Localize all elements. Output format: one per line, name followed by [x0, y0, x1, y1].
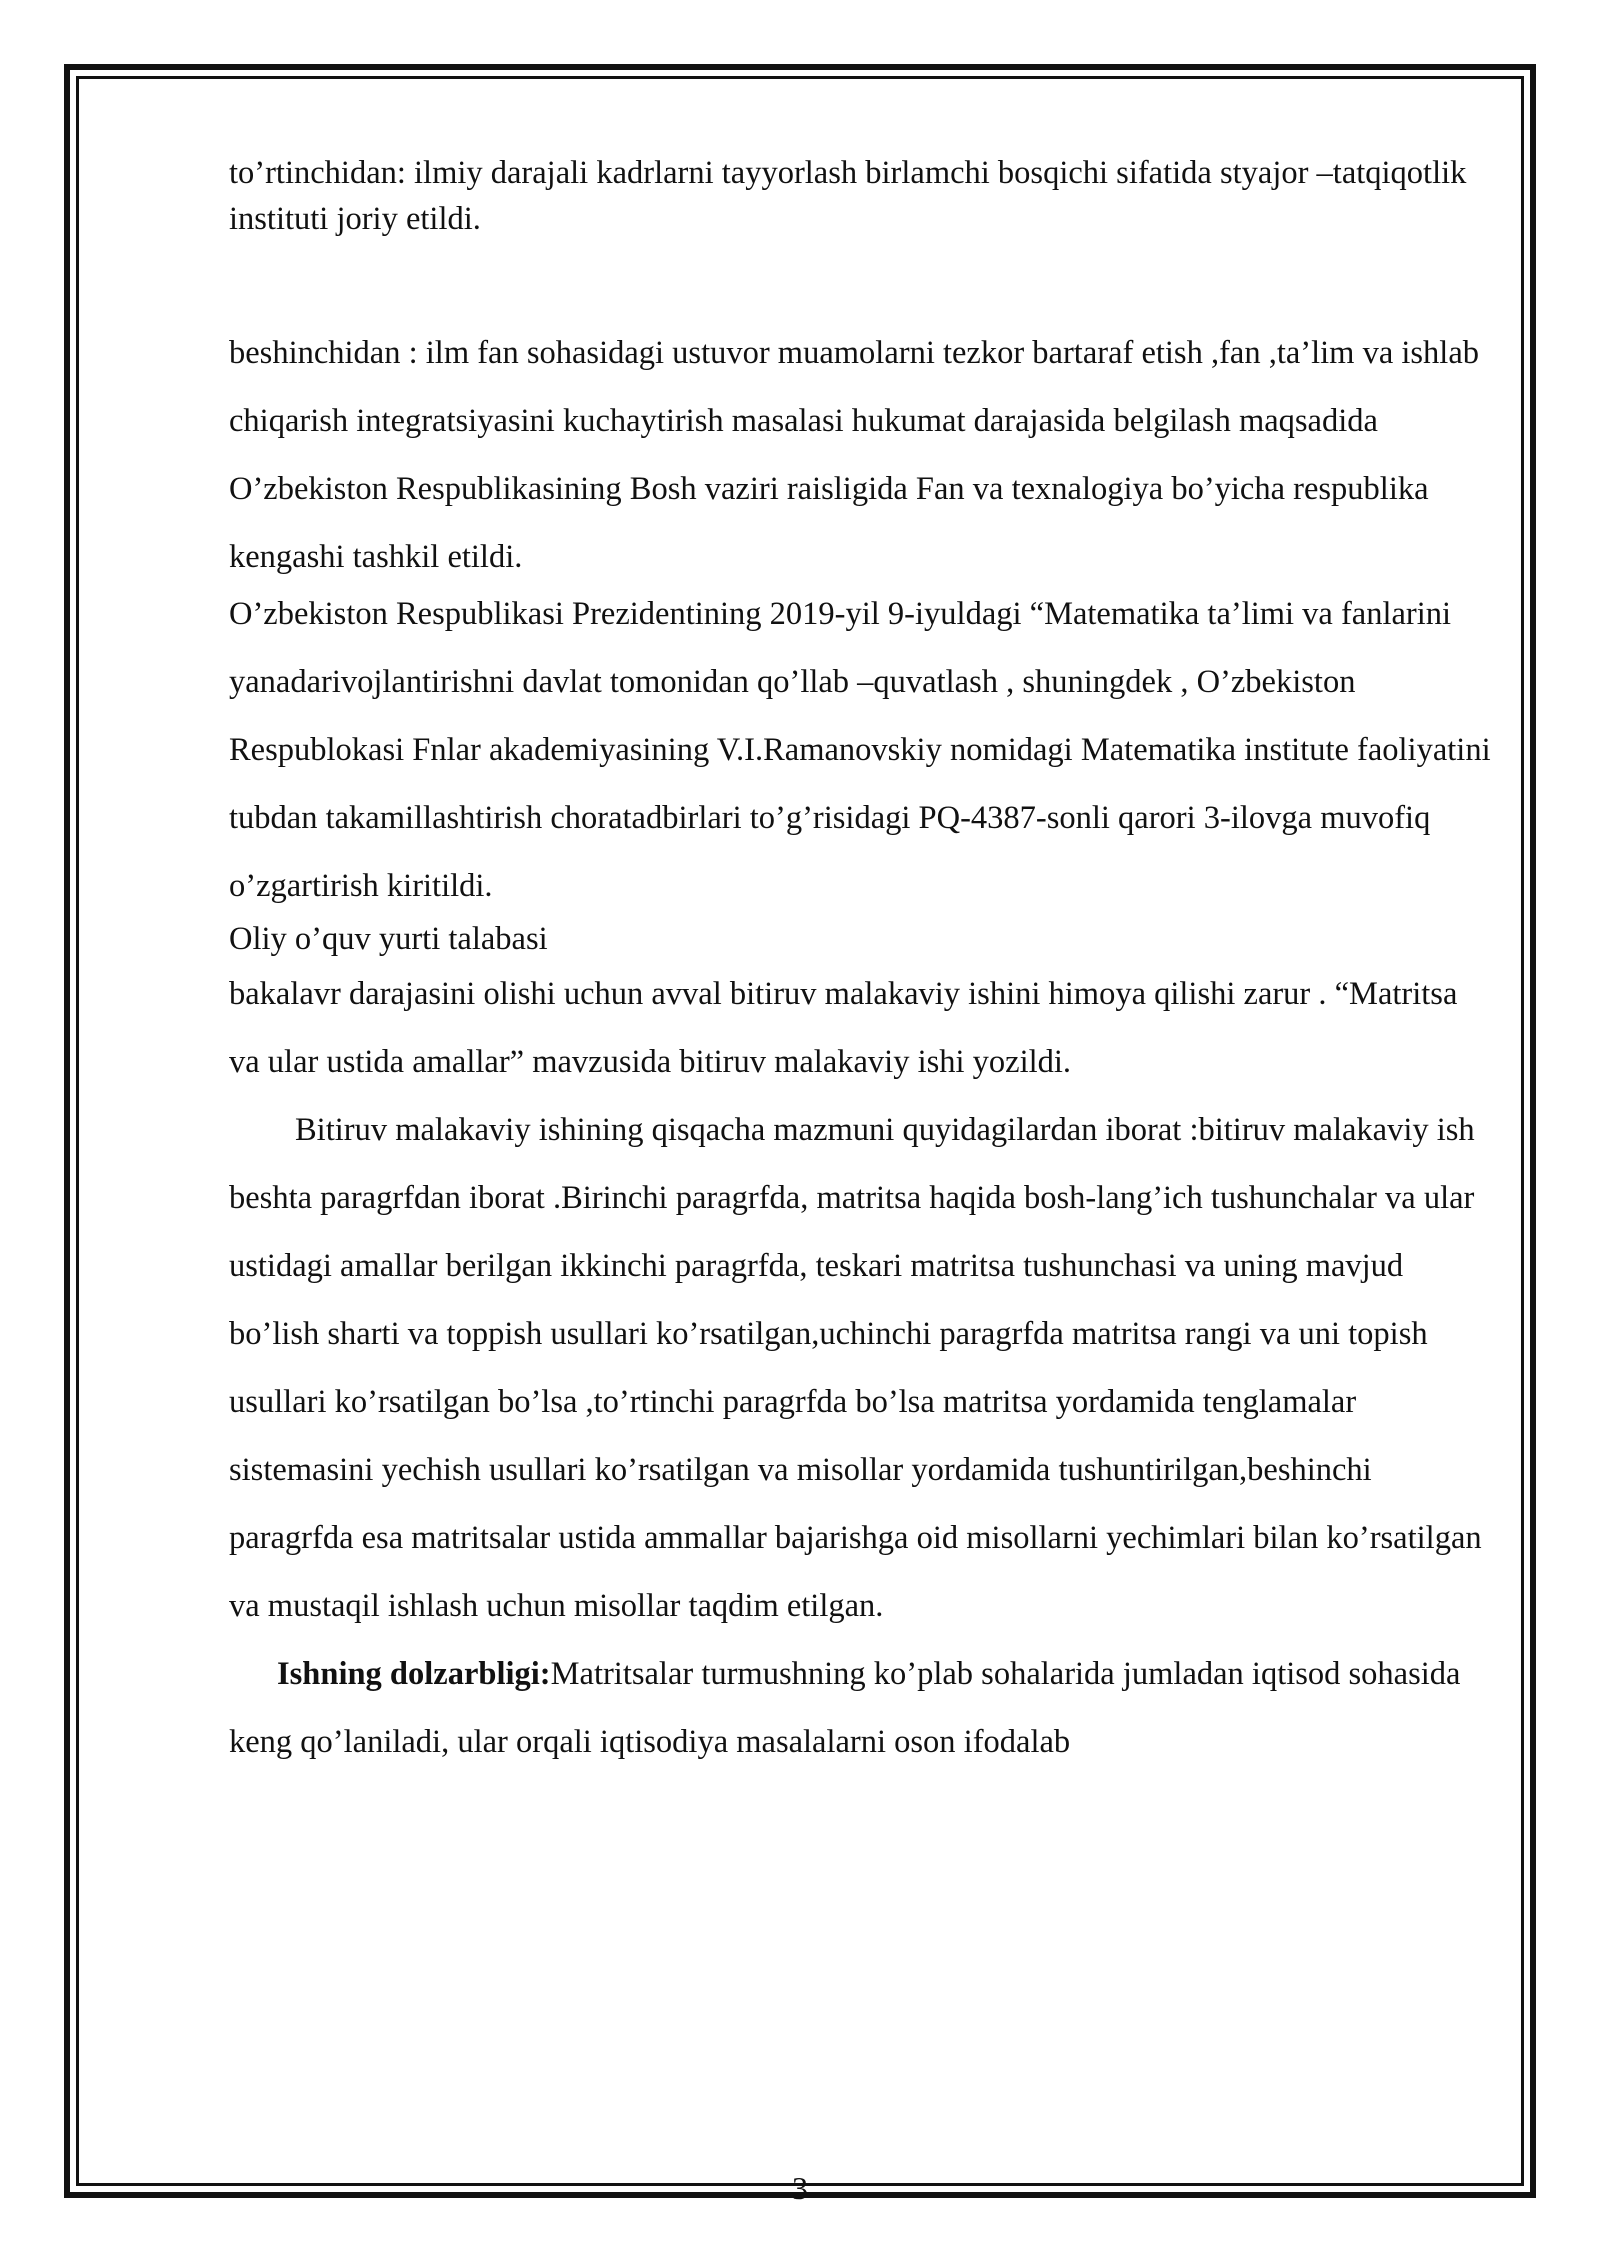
paragraph-fifth-point: beshinchidan : ilm fan sohasidagi ustuvor muamolarni tezkor bartaraf etish ,fan ,ta’lim va ishlab chiqarish integratsiyasini kuchaytirish masalasi hukumat darajasida belgilash maqsadida O’zbekiston Respublikasining Bosh vaziri raisligida Fan va texnalogiya bo’yicha respublika kengashi tashkil etildi.	[229, 335, 1479, 575]
paragraph-student-line: Oliy o’quv yurti talabasi	[229, 921, 548, 957]
relevance-heading: Ishning dolzarbligi:	[277, 1656, 551, 1692]
paragraph-presidential-decree: O’zbekiston Respublikasi Prezidentining 2019-yil 9-iyuldagi “Matematika ta’limi va fanlarini yanadarivojlantirishni davlat tomonidan qo’llab –quvatlash , shuningdek , O’zbekiston Respublokasi Fnlar akademiyasining V.I.Ramanovskiy nomidagi Matematika institute faoliyatini tubdan takamillashtirish choratadbirlari to’g’risidagi PQ-4387-sonli qarori 3-ilovga muvofiq o’zgartirish kiritildi.	[229, 596, 1491, 904]
paragraph-relevance	[229, 1640, 1494, 1776]
paragraph-bachelor-degree: bakalavr darajasini olishi uchun avval bitiruv malakaviy ishini himoya qilishi zarur . “Matritsa va ular ustida amallar” mavzusida bitiruv malakaviy ishi yozildi.	[229, 976, 1458, 1080]
paragraph-spacer	[229, 242, 1494, 330]
document-body	[229, 150, 1494, 1776]
paragraph-fourth-point: to’rtinchidan: ilmiy darajali kadrlarni tayyorlash birlamchi bosqichi sifatida styajor –tatqiqotlik instituti joriy etildi.	[229, 155, 1467, 237]
paragraph-thesis-summary: Bitiruv malakaviy ishining qisqacha mazmuni quyidagilardan iborat :bitiruv malakaviy ish beshta paragrfdan iborat .Birinchi paragrfda, matritsa haqida bosh-lang’ich tushunchalar va ular ustidagi amallar berilgan ikkinchi paragrfda, teskari matritsa tushunchasi va uning mavjud bo’lish sharti va toppish usullari ko’rsatilgan,uchinchi paragrfda matritsa rangi va uni topish usullari ko’rsatilgan bo’lsa ,to’rtinchi paragrfda bo’lsa matritsa yordamida tenglamalar sistemasini yechish usullari ko’rsatilgan va misollar yordamida tushuntirilgan,beshinchi paragrfda esa matritsalar ustida ammallar bajarishga oid misollarni yechimlari bilan ko’rsatilgan va mustaqil ishlash uchun misollar taqdim etilgan.	[229, 1112, 1482, 1624]
relevance-text: Matritsalar turmushning ko’plab sohalarida jumladan iqtisod sohasida keng qo’laniladi, ular orqali iqtisodiya masalalarni oson ifodalab	[229, 1656, 1461, 1760]
page-number: 3	[792, 2170, 808, 2206]
